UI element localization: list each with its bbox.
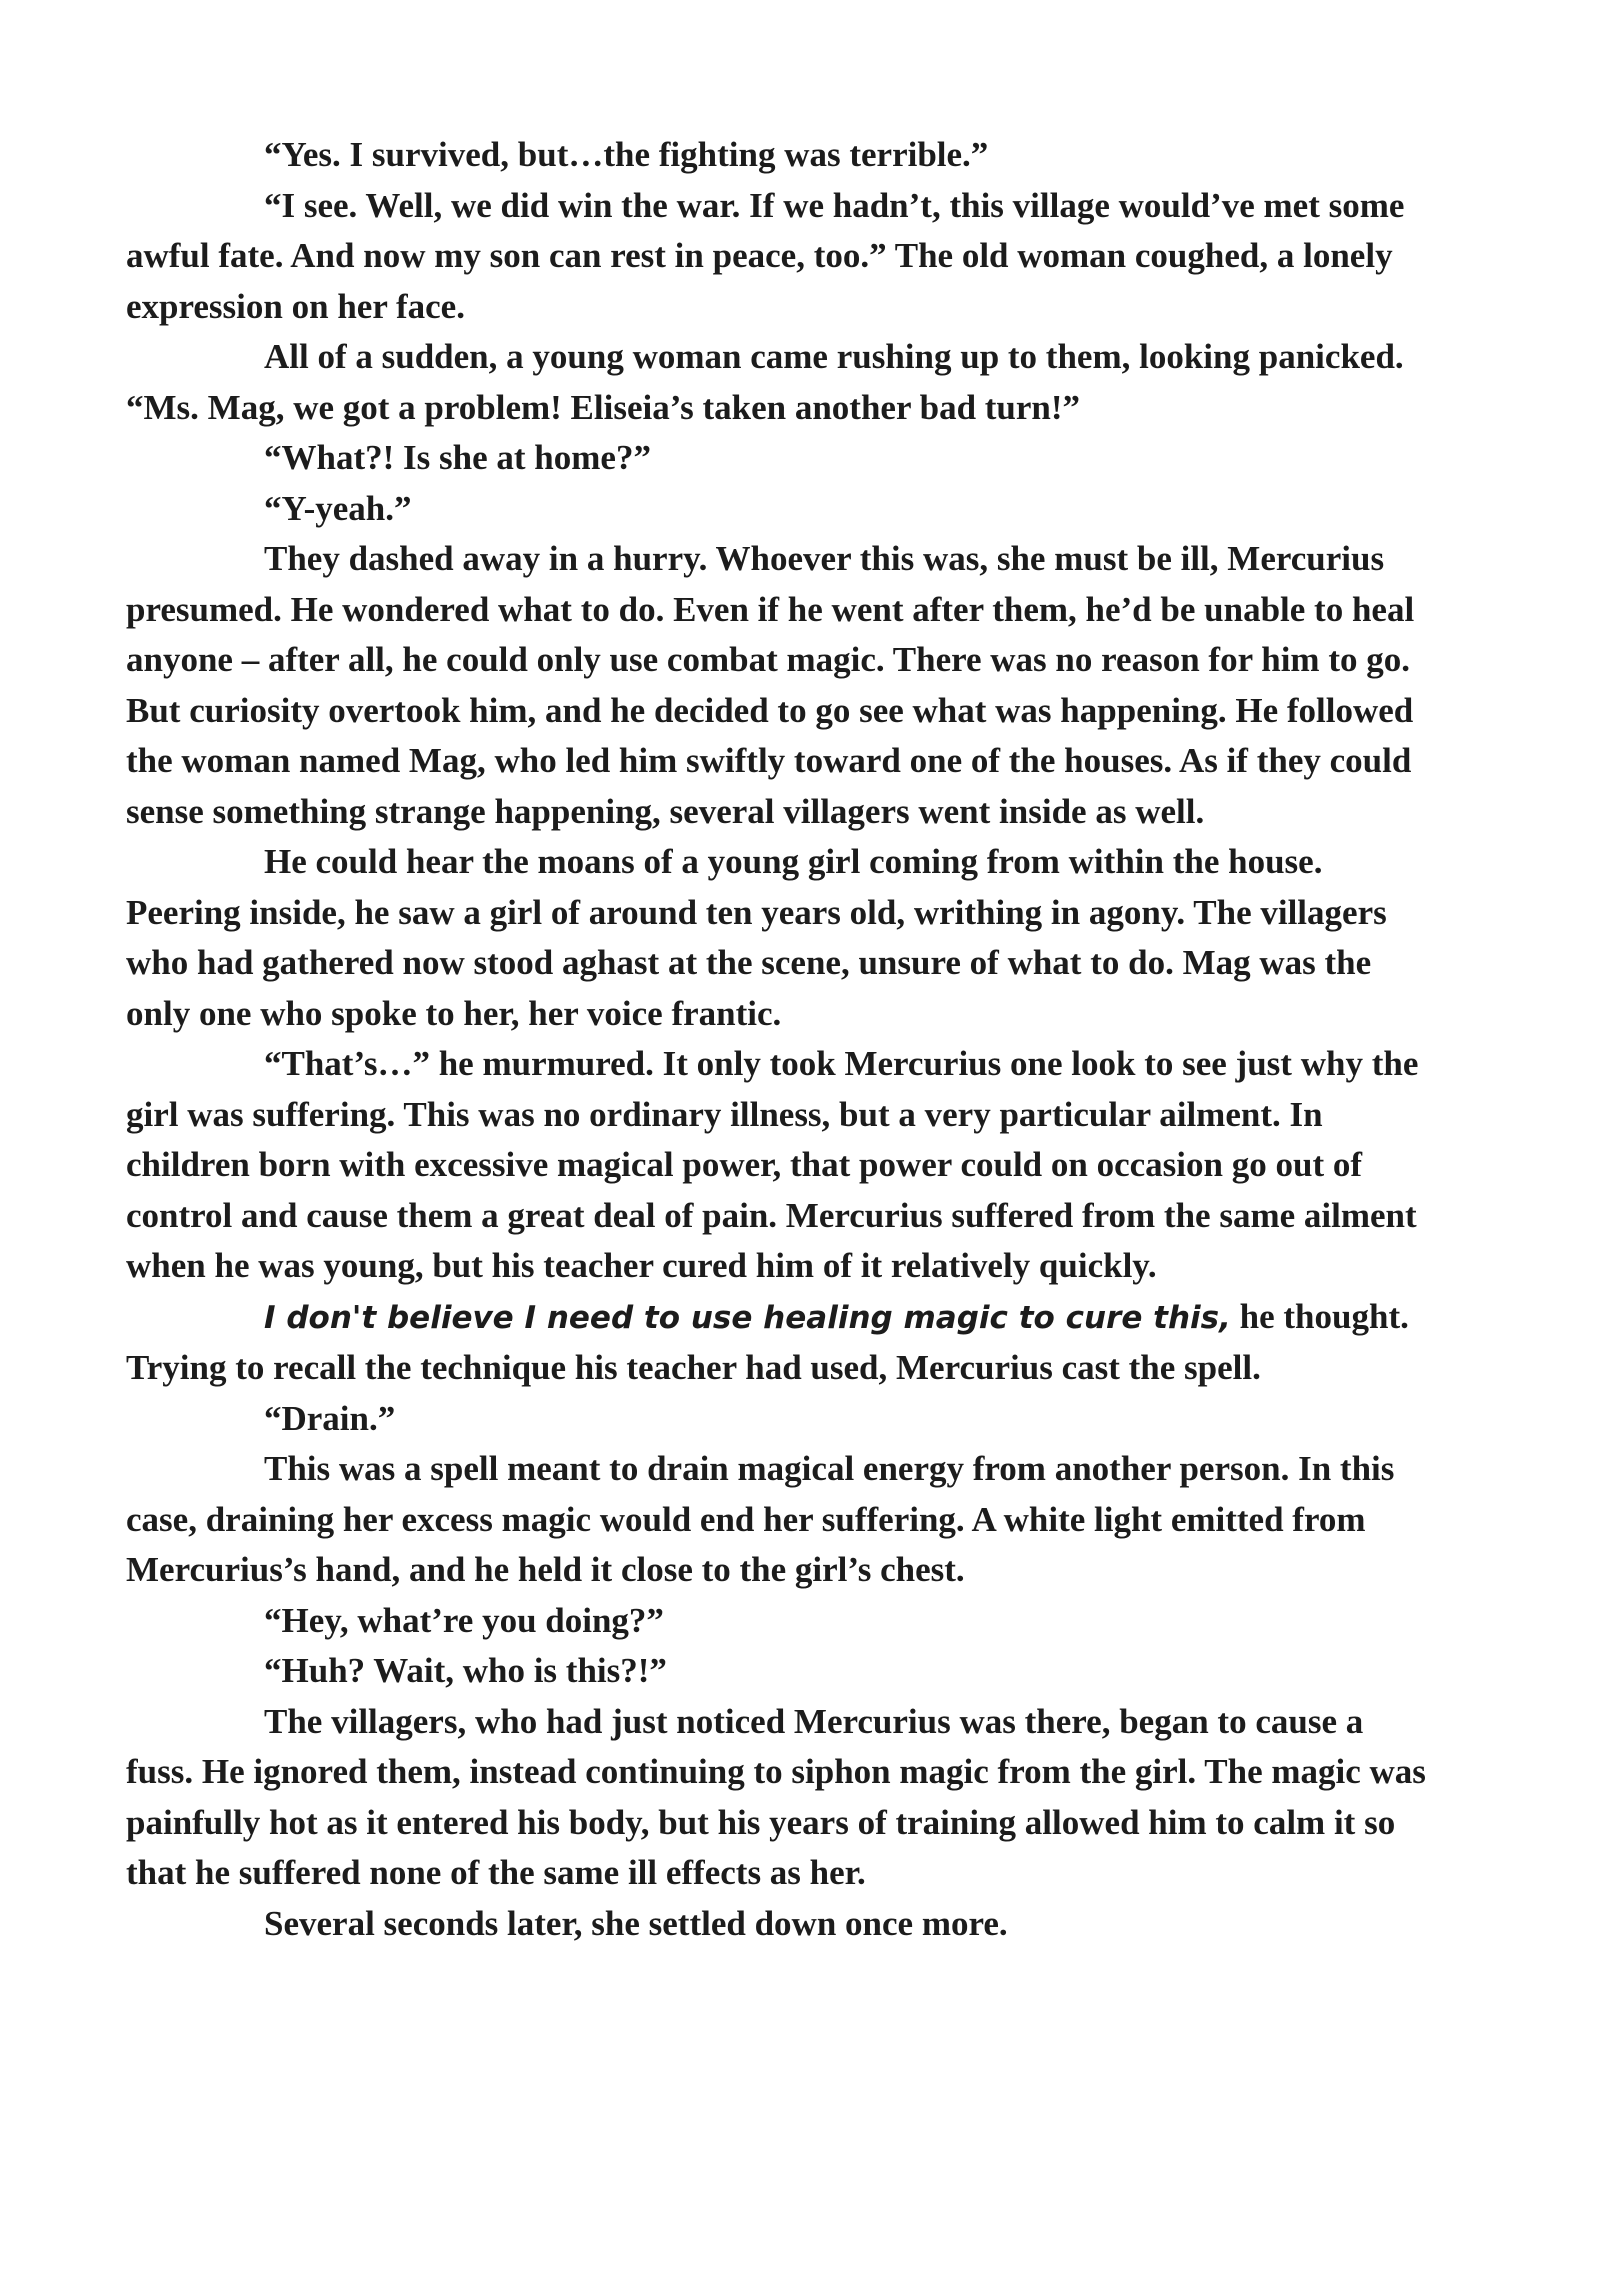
paragraph-text: “Y-yeah.”: [264, 488, 412, 528]
paragraph-11: [126, 1444, 1436, 1596]
paragraph-5: [126, 484, 1436, 535]
paragraph-7: [126, 837, 1436, 1039]
italic-thought: I don't believe I need to use healing magic to cure this,: [264, 1299, 1231, 1336]
paragraph-15: [126, 1899, 1436, 1950]
document-body: [126, 130, 1436, 1949]
paragraph-text: He could hear the moans of a young girl coming from within the house. Peering inside, he saw a girl of around ten years old, writhing in agony. The villagers who had gathered now stood aghast at the scene, unsure of what to do. Mag was the only one who spoke to her, her voice frantic.: [126, 842, 1387, 1033]
paragraph-text: This was a spell meant to drain magical energy from another person. In this case, draining her excess magic would end her suffering. A white light emitted from Mercurius’s hand, and he held it close to the girl’s chest.: [126, 1449, 1395, 1589]
paragraph-1: [126, 130, 1436, 181]
paragraph-text: “I see. Well, we did win the war. If we hadn’t, this village would’ve met some awful fate. And now my son can rest in peace, too.” The old woman coughed, a lonely expression on her face.: [126, 185, 1405, 326]
paragraph-text: “Huh? Wait, who is this?!”: [264, 1651, 667, 1690]
paragraph-4: [126, 433, 1436, 484]
paragraph-6: [126, 534, 1436, 837]
paragraph-text: They dashed away in a hurry. Whoever this was, she must be ill, Mercurius presumed. He wondered what to do. Even if he went after them, he’d be unable to heal anyone – after all, he could only use combat magic. There was no reason for him to go. But curiosity overtook him, and he decided to go see what was happening. He followed the woman named Mag, who led him swiftly toward one of the houses. As if they could sense something strange happening, several villagers went inside as well.: [126, 539, 1415, 831]
paragraph-text: Several seconds later, she settled down once more.: [264, 1903, 1008, 1943]
paragraph-text: “Yes. I survived, but…the fighting was terrible.”: [264, 135, 989, 174]
paragraph-text: “Hey, what’re you doing?”: [264, 1600, 664, 1640]
paragraph-9: [126, 1292, 1436, 1394]
paragraph-text: “That’s…” he murmured. It only took Mercurius one look to see just why the girl was suffering. This was no ordinary illness, but a very particular ailment. In children born with excessive magical power, that power could on occasion go out of control and cause them a great deal of pain. Mercurius suffered from the same ailment when he was young, but his teacher cured him of it relatively quickly.: [126, 1044, 1419, 1285]
paragraph-12: [126, 1596, 1436, 1647]
paragraph-text: The villagers, who had just noticed Mercurius was there, began to cause a fuss. He ignored them, instead continuing to siphon magic from the girl. The magic was painfully hot as it entered his body, but his years of training allowed him to calm it so that he suffered none of the same ill effects as her.: [126, 1701, 1426, 1892]
paragraph-text: “What?! Is she at home?”: [264, 438, 651, 477]
paragraph-text: All of a sudden, a young woman came rushing up to them, looking panicked. “Ms. Mag, we got a problem! Eliseia’s taken another bad turn!”: [126, 337, 1404, 427]
paragraph-8: [126, 1039, 1436, 1292]
paragraph-text: “Drain.”: [264, 1398, 396, 1438]
paragraph-3: [126, 332, 1436, 433]
paragraph-13: [126, 1646, 1436, 1697]
paragraph-14: [126, 1697, 1436, 1899]
paragraph-2: [126, 181, 1436, 333]
paragraph-10: [126, 1394, 1436, 1445]
paragraph-text: he thought. Trying to recall the technique his teacher had used, Mercurius cast the spell.: [126, 1296, 1409, 1387]
